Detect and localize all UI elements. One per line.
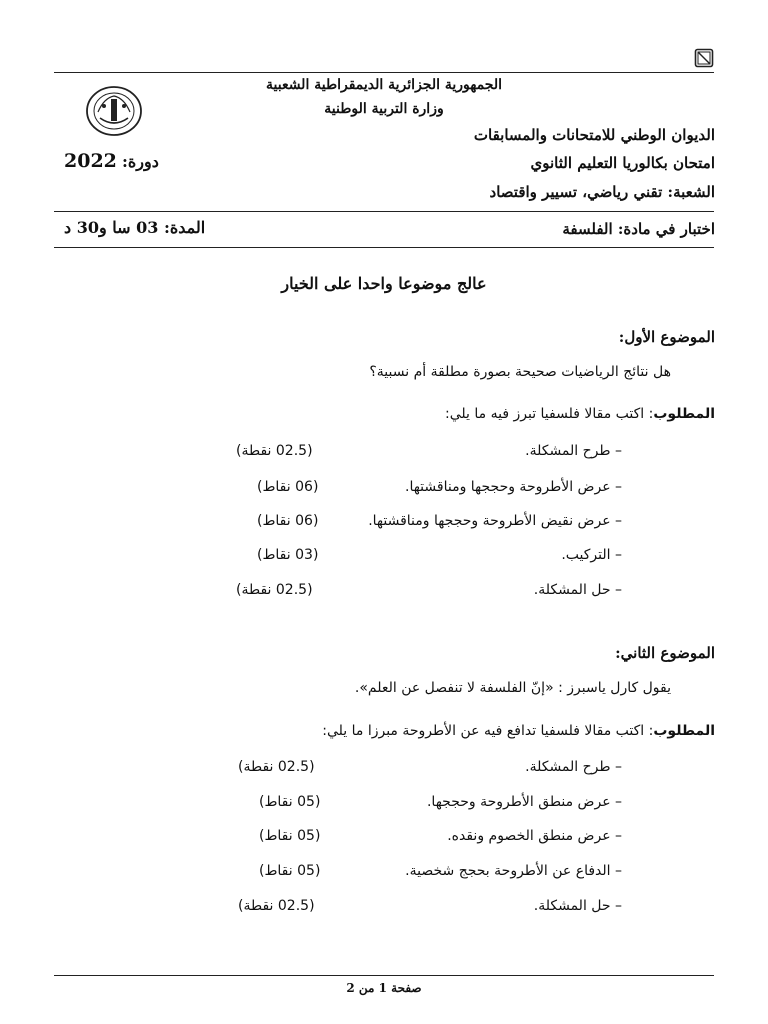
footer-rule	[54, 975, 714, 976]
topic1-required-text: : اكتب مقالا فلسفيا تبرز فيه ما يلي:	[445, 406, 654, 422]
topic2-required-label: المطلوب	[653, 723, 715, 739]
topic1-item: – عرض الأطروحة وحججها ومناقشتها.	[405, 479, 622, 495]
instruction-line: عالج موضوعا واحدا على الخيار	[281, 274, 487, 293]
topic2-item-points: (02.5 نقطة)	[238, 898, 315, 914]
header-mid-rule	[54, 211, 714, 212]
topic2-item: – الدفاع عن الأطروحة بحجج شخصية.	[405, 863, 622, 879]
header-top-rule	[54, 72, 714, 73]
topic2-item-points: (05 نقاط)	[259, 863, 321, 879]
topic2-required	[322, 723, 715, 739]
duration-line: المدة: 03 سا و30 د	[64, 218, 206, 237]
exam-title: امتحان بكالوريا التعليم الثانوي	[530, 154, 715, 172]
topic2-question: يقول كارل ياسبرز : «إنّ الفلسفة لا تنفصل عن العلم».	[354, 680, 671, 696]
topic2-item-points: (02.5 نقطة)	[238, 759, 315, 775]
topic1-question: هل نتائج الرياضيات صحيحة بصورة مطلقة أم نسبية؟	[369, 364, 671, 380]
topic1-required-label: المطلوب	[653, 406, 715, 422]
topic1-item-points: (03 نقاط)	[257, 547, 319, 563]
topic1-item: – حل المشكلة.	[533, 582, 622, 598]
checkbox-icon	[694, 48, 714, 68]
session-year: 2022	[64, 150, 117, 172]
header-bottom-rule	[54, 247, 714, 248]
topic1-item: – طرح المشكلة.	[525, 443, 622, 459]
topic2-item: – حل المشكلة.	[533, 898, 622, 914]
session-label: دورة:	[121, 152, 159, 171]
topic1-required	[445, 406, 715, 422]
topic2-item-points: (05 نقاط)	[259, 828, 321, 844]
ministry-logo	[84, 84, 144, 138]
topic1-item-points: (02.5 نقطة)	[236, 582, 313, 598]
stream-line: الشعبة: تقني رياضي، تسيير واقتصاد	[489, 183, 715, 201]
topic1-item-points: (06 نقاط)	[257, 513, 319, 529]
topic1-item: – عرض نقيض الأطروحة وحججها ومناقشتها.	[368, 513, 622, 529]
republic-title: الجمهورية الجزائرية الديمقراطية الشعبية	[265, 77, 502, 93]
topic1-title: الموضوع الأول:	[618, 328, 715, 346]
topic2-title: الموضوع الثاني:	[615, 644, 715, 662]
subject-line: اختبار في مادة: الفلسفة	[562, 220, 715, 238]
topic2-item: – طرح المشكلة.	[525, 759, 622, 775]
ministry-title: وزارة التربية الوطنية	[324, 101, 444, 117]
topic2-item: – عرض منطق الخصوم ونقده.	[447, 828, 622, 844]
session	[64, 150, 159, 172]
topic1-item-points: (06 نقاط)	[257, 479, 319, 495]
office-title: الديوان الوطني للامتحانات والمسابقات	[473, 126, 715, 144]
topic2-item: – عرض منطق الأطروحة وحججها.	[426, 794, 622, 810]
topic1-item-points: (02.5 نقطة)	[236, 443, 313, 459]
topic2-item-points: (05 نقاط)	[259, 794, 321, 810]
page-number: صفحة 1 من 2	[346, 981, 422, 995]
topic1-item: – التركيب.	[561, 547, 622, 563]
topic2-required-text: : اكتب مقالا فلسفيا تدافع فيه عن الأطروحة مبرزا ما يلي:	[322, 723, 654, 739]
